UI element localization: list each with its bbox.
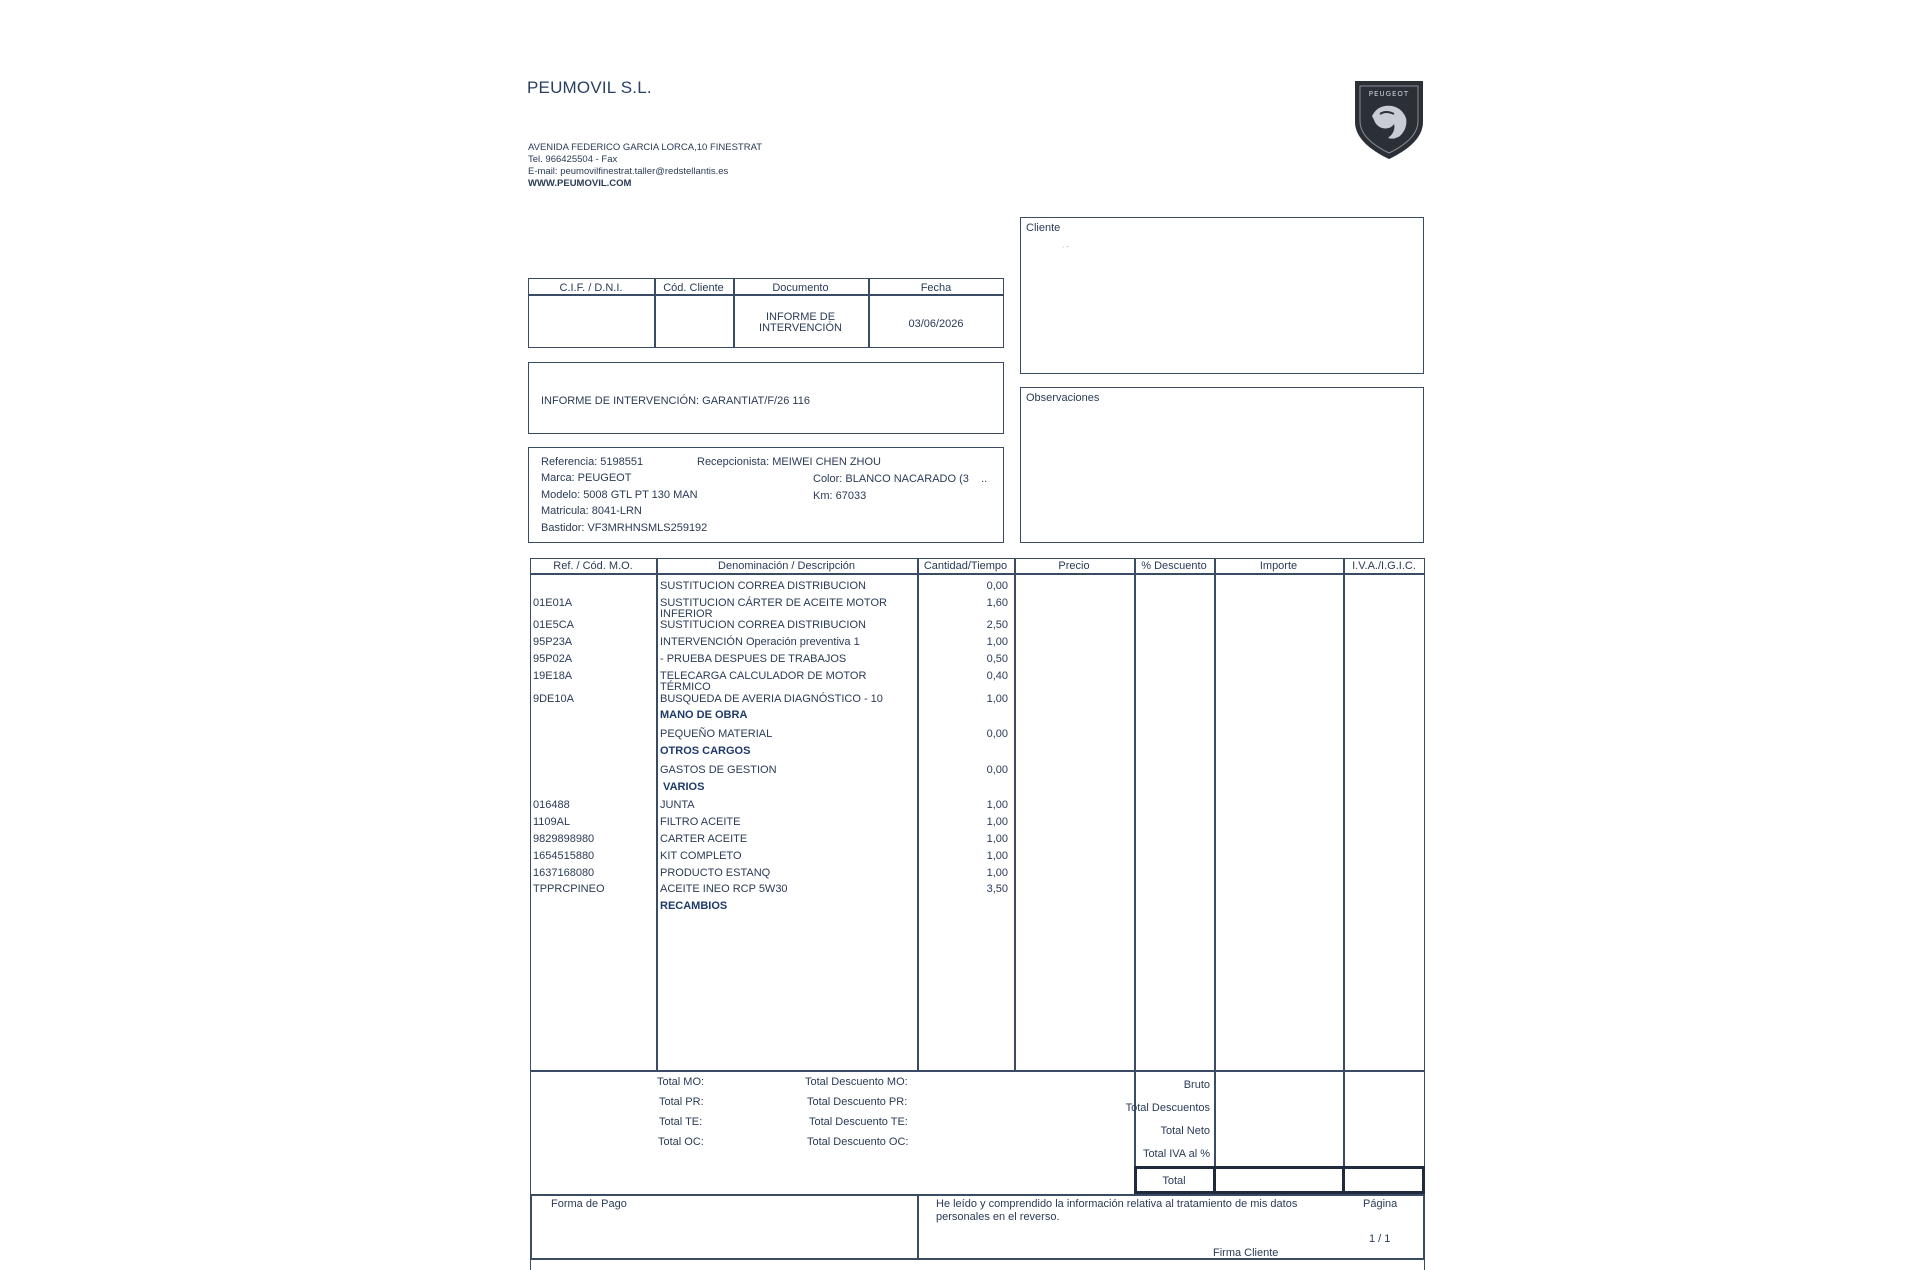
table-row bbox=[0, 833, 1920, 846]
total-desc-pr-label: Total Descuento PR: bbox=[807, 1096, 908, 1108]
company-phone: Tel. 966425504 - Fax bbox=[528, 154, 618, 165]
vehicle-km: Km: 67033 bbox=[813, 490, 867, 502]
col-fecha: Fecha bbox=[920, 282, 952, 294]
row-desc: SUSTITUCION CORREA DISTRIBUCION bbox=[660, 619, 866, 632]
vehicle-recepcionista: Recepcionista: MEIWEI CHEN ZHOU bbox=[697, 456, 881, 468]
row-ref: 95P02A bbox=[533, 653, 573, 666]
row-desc: PRODUCTO ESTANQ bbox=[660, 866, 771, 879]
table-row bbox=[0, 799, 1920, 812]
col-iva: I.V.A./I.G.I.C. bbox=[1352, 560, 1416, 572]
col-precio: Precio bbox=[1058, 560, 1090, 572]
row-desc: OTROS CARGOS bbox=[660, 744, 751, 757]
row-qty: 1,60 bbox=[986, 596, 1008, 609]
total-neto-label: Total Neto bbox=[1160, 1125, 1210, 1137]
row-desc-cont: TÉRMICO bbox=[660, 680, 711, 693]
row-desc: GASTOS DE GESTION bbox=[660, 763, 777, 776]
svg-text:PEUGEOT: PEUGEOT bbox=[1368, 90, 1410, 98]
total-desc-mo-label: Total Descuento MO: bbox=[805, 1076, 908, 1088]
table-row bbox=[0, 764, 1920, 777]
total-mo-label: Total MO: bbox=[657, 1076, 705, 1088]
row-desc: BUSQUEDA DE AVERIA DIAGNÓSTICO - 10 bbox=[660, 692, 883, 705]
col-importe: Importe bbox=[1259, 560, 1298, 572]
total-pr-label: Total PR: bbox=[659, 1096, 704, 1108]
vehicle-matricula: Matricula: 8041-LRN bbox=[541, 505, 642, 517]
total-oc-label: Total OC: bbox=[658, 1136, 704, 1148]
row-desc: FILTRO ACEITE bbox=[660, 816, 741, 829]
col-descuento: % Descuento bbox=[1141, 560, 1207, 572]
cliente-label: Cliente bbox=[1026, 222, 1061, 234]
legal-line1: He leído y comprendido la información relativa al tratamiento de mis datos bbox=[936, 1198, 1298, 1210]
cliente-value: · - bbox=[1062, 244, 1069, 251]
col-documento: Documento bbox=[772, 282, 829, 294]
row-ref: 016488 bbox=[533, 799, 570, 812]
table-row bbox=[0, 693, 1920, 706]
col-cif: C.I.F. / D.N.I. bbox=[559, 282, 623, 294]
vehicle-modelo: Modelo: 5008 GTL PT 130 MAN bbox=[541, 489, 698, 501]
table-row bbox=[0, 653, 1920, 666]
row-qty: 0,50 bbox=[986, 653, 1008, 666]
fecha-value: 03/06/2026 bbox=[908, 318, 964, 330]
row-desc: MANO DE OBRA bbox=[660, 709, 748, 722]
row-desc: INTERVENCIÓN Operación preventiva 1 bbox=[660, 636, 860, 649]
company-email: E-mail: peumovilfinestrat.taller@redstellantis.es bbox=[528, 166, 729, 177]
vehicle-referencia: Referencia: 5198551 bbox=[541, 456, 644, 468]
row-qty: 0,00 bbox=[986, 728, 1008, 741]
row-desc: TELECARGA CALCULADOR DE MOTOR bbox=[660, 669, 867, 682]
legal-text bbox=[936, 1198, 1297, 1224]
row-qty: 2,50 bbox=[986, 619, 1008, 632]
col-cod-cliente: Cód. Cliente bbox=[663, 282, 724, 294]
section-row bbox=[0, 745, 1920, 758]
table-row bbox=[0, 850, 1920, 863]
row-qty: 1,00 bbox=[986, 816, 1008, 829]
table-row bbox=[0, 867, 1920, 880]
row-qty: 1,00 bbox=[986, 849, 1008, 862]
total-desc-oc-label: Total Descuento OC: bbox=[807, 1136, 909, 1148]
table-row bbox=[0, 669, 1920, 693]
vehicle-color: Color: BLANCO NACARADO (3 .. bbox=[813, 473, 988, 485]
row-desc: RECAMBIOS bbox=[660, 900, 728, 913]
row-qty: 1,00 bbox=[986, 799, 1008, 812]
documento-line2: INTERVENCIÓN bbox=[759, 322, 842, 334]
col-desc: Denominación / Descripción bbox=[718, 560, 855, 572]
row-ref: 9829898980 bbox=[533, 832, 595, 845]
total-desc-te-label: Total Descuento TE: bbox=[809, 1116, 908, 1128]
row-desc: JUNTA bbox=[660, 799, 695, 812]
total-label: Total bbox=[1162, 1175, 1186, 1187]
row-qty: 1,00 bbox=[986, 636, 1008, 649]
vehicle-bastidor: Bastidor: VF3MRHNSMLS259192 bbox=[541, 522, 708, 534]
section-row bbox=[0, 709, 1920, 722]
firma-cliente-label: Firma Cliente bbox=[1213, 1247, 1279, 1259]
row-desc: ACEITE INEO RCP 5W30 bbox=[660, 883, 788, 896]
row-qty: 0,40 bbox=[986, 669, 1008, 682]
row-qty: 3,50 bbox=[986, 883, 1008, 896]
row-qty: 1,00 bbox=[986, 692, 1008, 705]
row-desc: - PRUEBA DESPUES DE TRABAJOS bbox=[660, 653, 847, 666]
row-ref: 95P23A bbox=[533, 636, 573, 649]
forma-pago-label: Forma de Pago bbox=[551, 1198, 627, 1210]
table-row bbox=[0, 883, 1920, 896]
col-ref: Ref. / Cód. M.O. bbox=[553, 560, 633, 572]
col-qty: Cantidad/Tiempo bbox=[923, 560, 1008, 572]
row-desc: VARIOS bbox=[660, 780, 705, 793]
row-desc-cont: INFERIOR bbox=[660, 607, 713, 620]
company-web: WWW.PEUMOVIL.COM bbox=[528, 178, 632, 189]
documento-line1: INFORME DE bbox=[765, 311, 836, 323]
table-row bbox=[0, 636, 1920, 649]
bruto-label: Bruto bbox=[1183, 1079, 1210, 1091]
row-qty: 1,00 bbox=[986, 832, 1008, 845]
table-row bbox=[0, 728, 1920, 741]
company-name: PEUMOVIL S.L. bbox=[527, 78, 652, 97]
row-ref: 01E5CA bbox=[533, 619, 574, 632]
row-ref: TPPRCPINEO bbox=[533, 883, 605, 896]
row-ref: 9DE10A bbox=[533, 692, 574, 705]
row-qty: 0,00 bbox=[986, 763, 1008, 776]
observaciones-label: Observaciones bbox=[1026, 392, 1100, 404]
legal-line2: personales en el reverso. bbox=[936, 1211, 1060, 1223]
section-row bbox=[0, 781, 1920, 794]
total-te-label: Total TE: bbox=[659, 1116, 703, 1128]
row-ref: 19E18A bbox=[533, 669, 573, 682]
pagina-value: 1 / 1 bbox=[1369, 1233, 1391, 1245]
table-row bbox=[0, 596, 1920, 620]
total-descuentos-label: Total Descuentos bbox=[1125, 1102, 1210, 1114]
row-qty: 1,00 bbox=[986, 866, 1008, 879]
row-ref: 01E01A bbox=[533, 596, 573, 609]
company-address: AVENIDA FEDERICO GARCIA LORCA,10 FINESTRAT bbox=[528, 142, 763, 153]
pagina-label: Página bbox=[1363, 1198, 1398, 1210]
row-desc: SUSTITUCION CORREA DISTRIBUCION bbox=[660, 580, 866, 592]
table-row bbox=[0, 816, 1920, 829]
row-qty: 0,00 bbox=[986, 580, 1008, 592]
table-row bbox=[0, 580, 1920, 593]
row-desc: CARTER ACEITE bbox=[660, 832, 748, 845]
row-desc: SUSTITUCION CÁRTER DE ACEITE MOTOR bbox=[660, 596, 887, 609]
total-iva-label: Total IVA al % bbox=[1142, 1148, 1210, 1160]
vehicle-marca: Marca: PEUGEOT bbox=[541, 472, 632, 484]
title-text: INFORME DE INTERVENCIÓN: GARANTIAT/F/26 116 bbox=[541, 395, 810, 407]
section-row bbox=[0, 900, 1920, 913]
row-desc: KIT COMPLETO bbox=[660, 849, 742, 862]
row-ref: 1109AL bbox=[533, 816, 571, 829]
row-ref: 1637168080 bbox=[533, 866, 595, 879]
table-row bbox=[0, 619, 1920, 632]
row-ref: 1654515880 bbox=[533, 849, 595, 862]
row-desc: PEQUEÑO MATERIAL bbox=[660, 728, 773, 741]
